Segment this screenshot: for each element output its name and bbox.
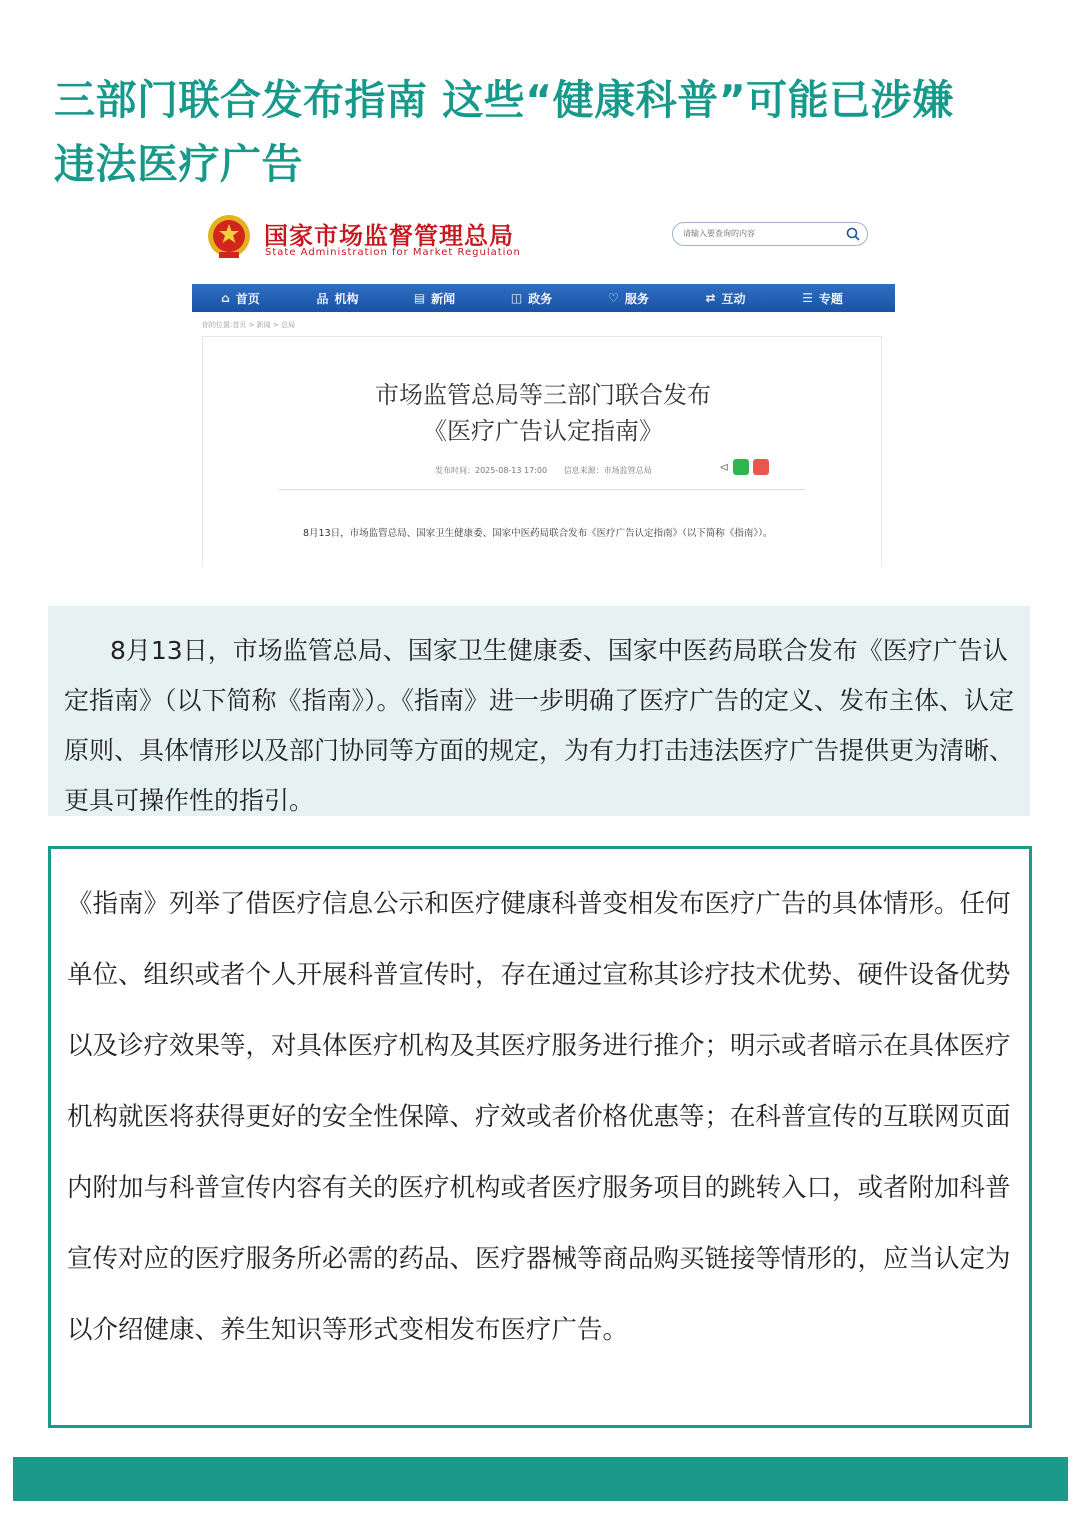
share-tools (719, 459, 769, 475)
news-icon: ▤ (413, 291, 426, 305)
nav-organization[interactable] (289, 284, 386, 312)
national-emblem-icon (206, 212, 252, 262)
main-nav (192, 284, 895, 312)
site-name-english: State Administration for Market Regulation (265, 247, 521, 258)
exchange-icon: ⇄ (705, 291, 716, 305)
search-icon[interactable] (845, 226, 861, 242)
footer-bar (13, 1457, 1068, 1501)
article-title-line-2: 《医疗广告认定指南》 (423, 417, 663, 445)
detail-text: 《指南》列举了借医疗信息公示和医疗健康科普变相发布医疗广告的具体情形。任何单位、组织或者个人开展科普宣传时，存在通过宣称其诊疗技术优势、硬件设备优势以及诊疗效果等，对具体医疗机构及其医疗服务进行推介；明示或者暗示在具体医疗机构就医将获得更好的安全性保障、疗效或者价格优惠等；在科普宣传的互联网页面内附加与科普宣传内容有关的医疗机构或者医疗服务项目的跳转入口，或者附加科普宣传对应的医疗服务所必需的药品、医疗器械等商品购买链接等情形的，应当认定为以介绍健康、养生知识等形式变相发布医疗广告。 (67, 889, 1011, 1345)
nav-topics[interactable] (774, 284, 871, 312)
article-title (203, 377, 883, 449)
nav-label: 新闻 (431, 291, 456, 306)
list-icon: ☰ (802, 291, 813, 305)
info-source: 信息来源：市场监管总局 (563, 466, 652, 475)
breadcrumb: 你的位置:首页 > 新闻 > 总局 (202, 321, 295, 329)
nav-label: 政务 (528, 291, 553, 306)
share-icon[interactable]: ⊲ (719, 460, 730, 474)
nav-label: 专题 (818, 291, 843, 306)
detail-box (48, 846, 1032, 1428)
nav-label: 机构 (334, 291, 359, 306)
summary-text: 8月13日，市场监管总局、国家卫生健康委、国家中医药局联合发布《医疗广告认定指南》（以下简称《指南》）。《指南》进一步明确了医疗广告的定义、发布主体、认定原则、具体情形以及部门协同等方面的规定，为有力打击违法医疗广告提供更为清晰、更具可操作性的指引。 (64, 636, 1015, 815)
organization-icon: 品 (316, 291, 329, 306)
nav-label: 服务 (624, 291, 649, 306)
weibo-icon[interactable] (753, 459, 769, 475)
divider (279, 489, 805, 490)
search-placeholder: 请输入要查询的内容 (683, 229, 755, 238)
nav-home[interactable] (192, 284, 289, 312)
publish-time: 发布时间：2025-08-13 17:00 (435, 466, 548, 475)
headline-line-1: 三部门联合发布指南 这些“健康科普”可能已涉嫌 (54, 76, 954, 124)
nav-interaction[interactable] (677, 284, 774, 312)
website-screenshot (192, 200, 895, 572)
home-icon: ⌂ (221, 291, 230, 305)
headline-line-2: 违法医疗广告 (54, 140, 303, 188)
nav-label: 互动 (721, 291, 746, 306)
crop-fade (192, 560, 895, 572)
nav-government-affairs[interactable] (483, 284, 580, 312)
nav-news[interactable] (386, 284, 483, 312)
nav-services[interactable] (580, 284, 677, 312)
article-card (202, 336, 882, 572)
site-header (192, 200, 895, 284)
government-affairs-icon: ◫ (510, 291, 523, 305)
nav-label: 首页 (235, 291, 260, 306)
summary-box (48, 606, 1030, 816)
heart-icon: ♡ (608, 291, 619, 305)
search-input[interactable] (672, 222, 868, 246)
article-title-line-1: 市场监管总局等三部门联合发布 (375, 381, 711, 409)
article-meta (435, 465, 666, 476)
headline (54, 68, 1044, 196)
site-name: 国家市场监督管理总局 (264, 222, 514, 250)
article-body: 8月13日，市场监管总局、国家卫生健康委、国家中医药局联合发布《医疗广告认定指南》（以下简称《指南》）。 (303, 528, 773, 539)
wechat-icon[interactable] (733, 459, 749, 475)
